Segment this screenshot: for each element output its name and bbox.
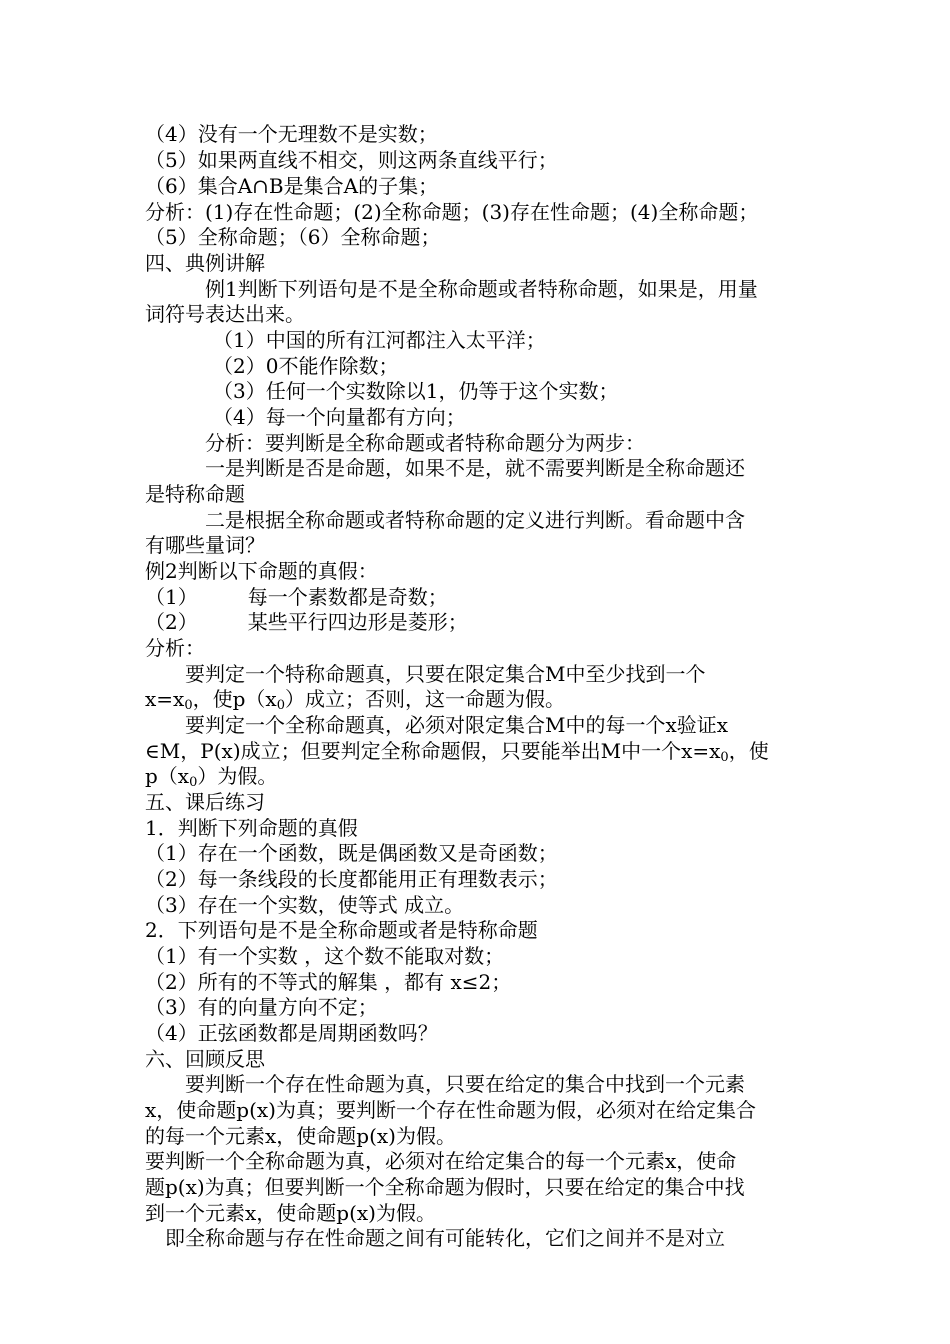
- text-line: x，使命题p(x)为真；要判断一个存在性命题为假，必须对在给定集合: [145, 1098, 756, 1122]
- text-line: 要判定一个特称命题真，只要在限定集合M中至少找到一个: [185, 662, 706, 686]
- text-line: 例2判断以下命题的真假：: [145, 559, 378, 583]
- item-number: （2）: [145, 610, 198, 634]
- text-line: 要判断一个存在性命题为真，只要在给定的集合中找到一个元素: [185, 1072, 745, 1096]
- text-line: 到一个元素x，使命题p(x)为假。: [145, 1201, 436, 1225]
- item-text: 某些平行四边形是菱形；: [247, 610, 468, 634]
- text-line: （4）没有一个无理数不是实数；: [145, 122, 438, 146]
- text-line: （6）集合A∩B是集合A的子集；: [145, 174, 439, 198]
- text-line: （1）中国的所有江河都注入太平洋；: [213, 328, 546, 352]
- text-line: （5）全称命题；（6）全称命题；: [145, 225, 441, 249]
- item-number: （1）: [145, 585, 198, 609]
- text-line: 有哪些量词？: [145, 533, 265, 557]
- text-line: 2．下列语句是不是全称命题或者是特称命题: [145, 918, 538, 942]
- text-line: 要判定一个全称命题真，必须对限定集合M中的每一个x验证x: [185, 713, 729, 737]
- text-line: 二是根据全称命题或者特称命题的定义进行判断。看命题中含: [205, 508, 745, 532]
- text-line: 分析：要判断是全称命题或者特称命题分为两步：: [205, 431, 645, 455]
- text-line: [145, 610, 815, 634]
- text-line: （5）如果两直线不相交，则这两条直线平行；: [145, 148, 558, 172]
- text-line: 一是判断是否是命题，如果不是，就不需要判断是全称命题还: [205, 456, 745, 480]
- text-line: （3）有的向量方向不定；: [145, 995, 378, 1019]
- text-line: ∈M，P(x)成立；但要判定全称命题假，只要能举出M中一个$x=x_0$，使: [145, 739, 769, 763]
- text-line: （1）有一个实数 ，这个数不能取对数；: [145, 944, 505, 968]
- text-line: 分析：(1)存在性命题；(2)全称命题；(3)存在性命题；(4)全称命题；: [145, 200, 759, 224]
- text-line: 分析：: [145, 636, 205, 660]
- section-heading: 五、课后练习: [145, 790, 265, 814]
- text-line: （3）存在一个实数，使等式 成立。: [145, 893, 465, 917]
- text-line: （2）每一条线段的长度都能用正有理数表示；: [145, 867, 558, 891]
- text-line: 是特称命题: [145, 482, 245, 506]
- text-line: 例1判断下列语句是不是全称命题或者特称命题，如果是，用量: [205, 277, 758, 301]
- text-line: （3）任何一个实数除以1，仍等于这个实数；: [213, 379, 619, 403]
- text-line: $x=x_0$，使$p(x_0)$成立；否则，这一命题为假。: [145, 687, 565, 711]
- text-line: 要判断一个全称命题为真，必须对在给定集合的每一个元素x，使命: [145, 1149, 737, 1173]
- text-line: 即全称命题与存在性命题之间有可能转化，它们之间并不是对立: [165, 1226, 725, 1250]
- section-heading: 四、典例讲解: [145, 251, 265, 275]
- text-line: （2）0不能作除数；: [213, 354, 399, 378]
- text-line: （2）所有的不等式的解集 ，都有 x≤2；: [145, 970, 512, 994]
- text-line: [145, 585, 815, 609]
- text-line: 1．判断下列命题的真假: [145, 816, 358, 840]
- text-line: （1）存在一个函数，既是偶函数又是奇函数；: [145, 841, 558, 865]
- text-line: 的每一个元素x，使命题p(x)为假。: [145, 1124, 456, 1148]
- text-line: （4）每一个向量都有方向；: [213, 405, 466, 429]
- text-line: 词符号表达出来。: [145, 302, 305, 326]
- item-text: 每一个素数都是奇数；: [247, 585, 448, 609]
- text-line: （4）正弦函数都是周期函数吗？: [145, 1021, 438, 1045]
- text-line: $p(x_0)$为假。: [145, 764, 278, 788]
- text-line: 题p(x)为真；但要判断一个全称命题为假时，只要在给定的集合中找: [145, 1175, 745, 1199]
- section-heading: 六、回顾反思: [145, 1047, 265, 1071]
